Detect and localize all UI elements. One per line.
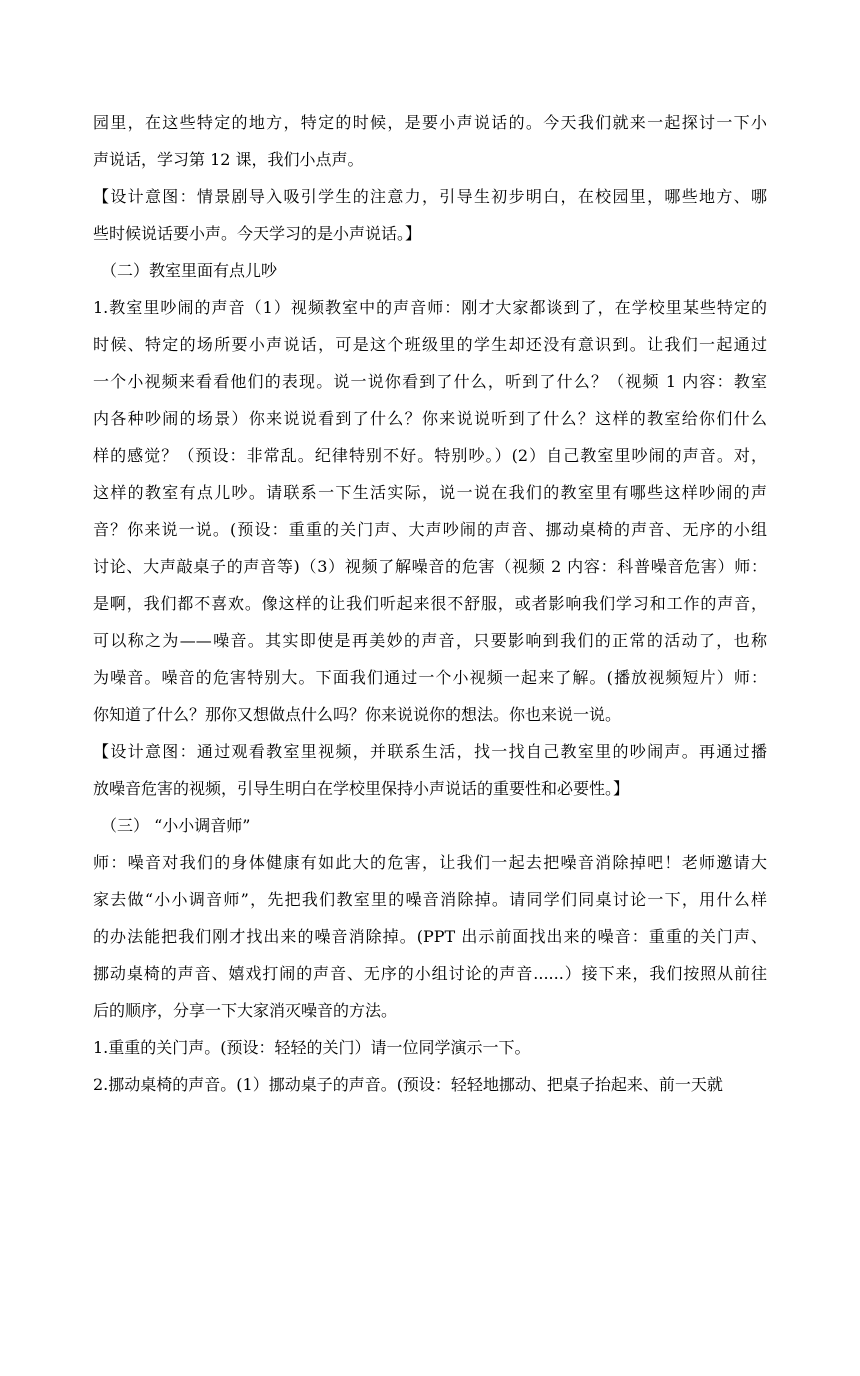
text-line: 这样的教室有点儿吵。请联系一下生活实际，说一说在我们的教室里有哪些这样吵闹的声: [93, 483, 767, 502]
text-line: 为噪音。噪音的危害特别大。下面我们通过一个小视频一起来了解。(播放视频短片）师：: [93, 668, 767, 687]
text-line: 一个小视频来看看他们的表现。说一说你看到了什么，听到了什么？（视频 1 内容：教室: [93, 372, 767, 391]
text-line: 1.教室里吵闹的声音（1）视频教室中的声音师：刚才大家都谈到了，在学校里某些特定的: [93, 298, 767, 317]
text-line: 家去做“小小调音师”，先把我们教室里的噪音消除掉。请同学们同桌讨论一下，用什么样: [93, 890, 767, 909]
body-paragraph: [93, 289, 767, 733]
text-line: 声说话，学习第 12 课，我们小点声。: [93, 150, 364, 169]
section-heading: [93, 807, 767, 844]
text-line: 挪动桌椅的声音、嬉戏打闹的声音、无序的小组讨论的声音......）接下来，我们按照从前往: [93, 964, 767, 983]
document-page: [93, 104, 767, 1103]
text-line: 内各种吵闹的场景）你来说说看到了什么？你来说说听到了什么？这样的教室给你们什么: [93, 409, 767, 428]
text-line: 可以称之为——噪音。其实即使是再美妙的声音，只要影响到我们的正常的活动了，也称: [93, 631, 767, 650]
design-intent-paragraph: [93, 178, 767, 252]
text-line: 的办法能把我们刚才找出来的噪音消除掉。(PPT 出示前面找出来的噪音：重重的关门声、: [93, 927, 767, 946]
text-line: 后的顺序，分享一下大家消灭噪音的方法。: [93, 1001, 398, 1020]
text-line: 音？你来说一说。(预设：重重的关门声、大声吵闹的声音、挪动桌椅的声音、无序的小组: [93, 520, 767, 539]
text-line: 些时候说话要小声。今天学习的是小声说话。】: [93, 224, 422, 243]
design-intent-paragraph: [93, 733, 767, 807]
body-paragraph: [93, 1066, 767, 1103]
text-line: 你知道了什么？那你又想做点什么吗？你来说说你的想法。你也来说一说。: [93, 705, 622, 724]
text-line: 2.挪动桌椅的声音。(1）挪动桌子的声音。(预设：轻轻地挪动、把桌子抬起来、前一天就: [93, 1075, 723, 1094]
text-line: （三） “小小调音师”: [101, 816, 251, 835]
text-line: 样的感觉？（预设：非常乱。纪律特别不好。特别吵。）(2）自己教室里吵闹的声音。对，: [93, 446, 767, 465]
text-line: 师：噪音对我们的身体健康有如此大的危害，让我们一起去把噪音消除掉吧！老师邀请大: [93, 853, 767, 872]
body-paragraph: [93, 1029, 767, 1066]
text-line: 放噪音危害的视频，引导生明白在学校里保持小声说话的重要性和必要性。】: [93, 779, 630, 798]
text-line: 【设计意图：情景剧导入吸引学生的注意力，引导生初步明白，在校园里，哪些地方、哪: [93, 187, 767, 206]
text-line: 【设计意图：通过观看教室里视频，并联系生活，找一找自己教室里的吵闹声。再通过播: [93, 742, 767, 761]
text-line: 园里，在这些特定的地方，特定的时候，是要小声说话的。今天我们就来一起探讨一下小: [93, 113, 767, 132]
text-line: 时候、特定的场所要小声说话，可是这个班级里的学生却还没有意识到。让我们一起通过: [93, 335, 767, 354]
text-line: （二）教室里面有点儿吵: [101, 261, 278, 280]
body-paragraph: [93, 104, 767, 178]
text-line: 1.重重的关门声。(预设：轻轻的关门）请一位同学演示一下。: [93, 1038, 531, 1057]
body-paragraph: [93, 844, 767, 1029]
text-line: 讨论、大声敲桌子的声音等)（3）视频了解噪音的危害（视频 2 内容：科普噪音危害）师：: [93, 557, 767, 576]
text-line: 是啊，我们都不喜欢。像这样的让我们听起来很不舒服，或者影响我们学习和工作的声音，: [93, 594, 767, 613]
section-heading: [93, 252, 767, 289]
